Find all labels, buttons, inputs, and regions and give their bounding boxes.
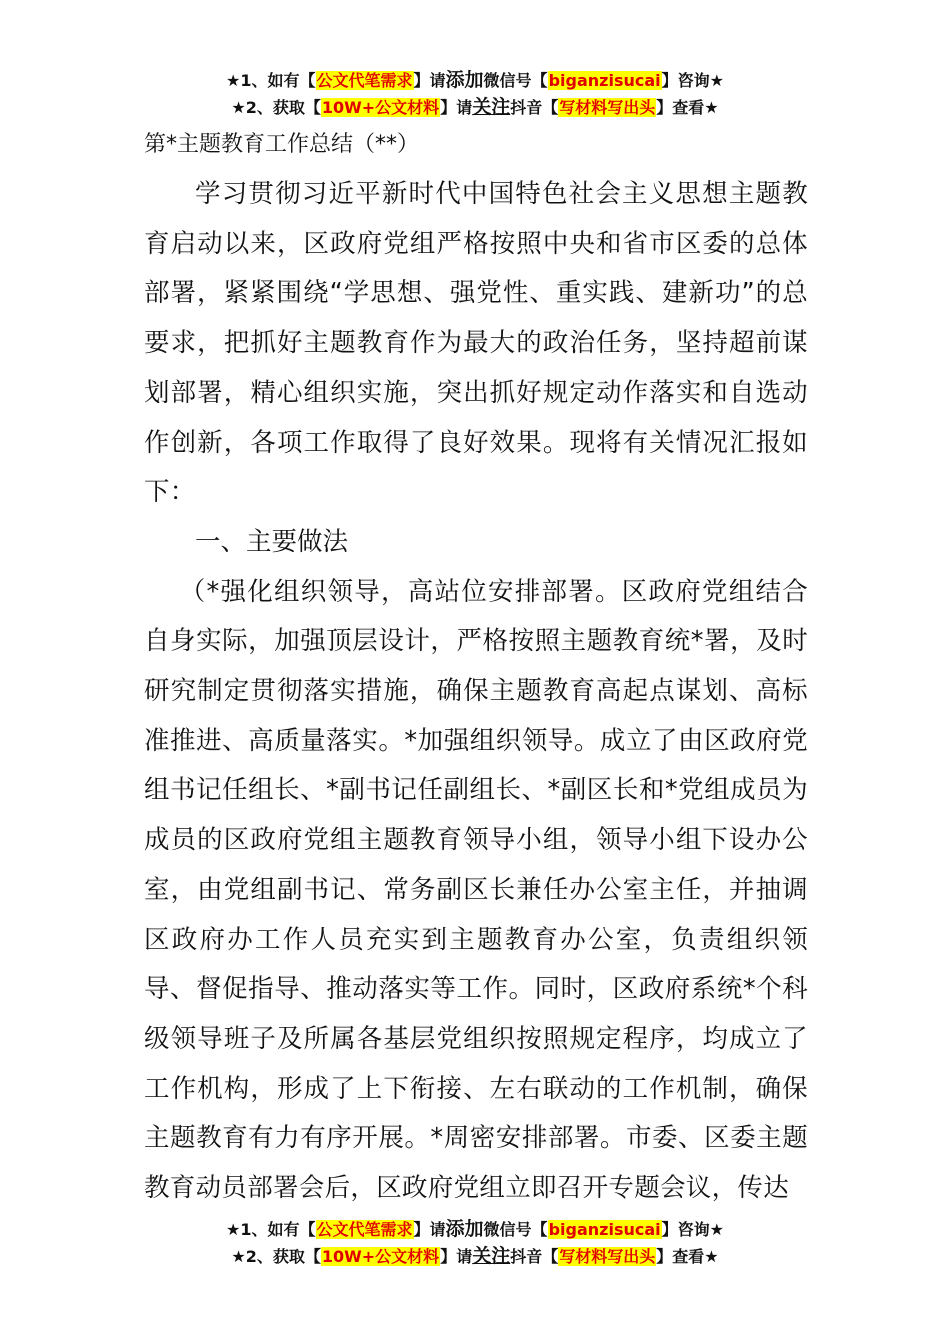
document-title: 第*主题教育工作总结（**） [144, 132, 420, 157]
banner-highlight: biganzisucai [548, 71, 661, 90]
banner-text: 】请 [413, 1220, 446, 1239]
banner-line-2 [0, 1243, 950, 1270]
banner-emphasis: 添加 [445, 69, 484, 91]
banner-highlight: biganzisucai [548, 1220, 661, 1239]
banner-text: 】查看★ [656, 98, 719, 117]
document-body [144, 170, 808, 1214]
banner-line-1 [0, 67, 950, 94]
banner-text: 】请 [440, 98, 473, 117]
banner-text: 】请 [413, 71, 446, 90]
banner-text: ★1、如有【 [226, 1220, 316, 1239]
banner-emphasis: 关注 [472, 1245, 511, 1267]
banner-text: 微信号【 [483, 1220, 548, 1239]
header-banner [0, 67, 950, 121]
banner-text: 抖音【 [510, 98, 559, 117]
banner-emphasis: 添加 [445, 1218, 484, 1240]
banner-text: 】咨询★ [661, 71, 724, 90]
banner-text: 微信号【 [483, 71, 548, 90]
banner-highlight: 10W+公文材料 [321, 1247, 440, 1266]
banner-text: 】请 [440, 1247, 473, 1266]
banner-highlight: 公文代笔需求 [316, 71, 413, 90]
banner-text: ★1、如有【 [226, 71, 316, 90]
banner-line-1 [0, 1216, 950, 1243]
banner-text: ★2、获取【 [231, 1247, 321, 1266]
banner-emphasis: 关注 [472, 96, 511, 118]
footer-banner [0, 1216, 950, 1270]
banner-highlight: 10W+公文材料 [321, 98, 440, 117]
section-paragraph: （*强化组织领导，高站位安排部署。区政府党组结合自身实际，加强顶层设计，严格按照主题教育统*署，及时研究制定贯彻落实措施，确保主题教育高起点谋划、高标准推进、高质量落实。*加强组织领导。成立了由区政府党组书记任组长、*副书记任副组长、*副区长和*党组成员为成员的区政府党组主题教育领导小组，领导小组下设办公室，由党组副书记、常务副区长兼任办公室主任，并抽调区政府办工作人员充实到主题教育办公室，负责组织领导、督促指导、推动落实等工作。同时，区政府系统*个科级领导班子及所属各基层党组织按照规定程序，均成立了工作机构，形成了上下衔接、左右联动的工作机制，确保主题教育有力有序开展。*周密安排部署。市委、区委主题教育动员部署会后，区政府党组立即召开专题会议，传达 [144, 576, 808, 1204]
banner-highlight: 写材料写出头 [559, 98, 656, 117]
intro-paragraph: 学习贯彻习近平新时代中国特色社会主义思想主题教育启动以来，区政府党组严格按照中央和省市区委的总体部署，紧紧围绕“学思想、强党性、重实践、建新功”的总要求，把抓好主题教育作为最大的政治任务，坚持超前谋划部署，精心组织实施，突出抓好规定动作落实和自选动作创新，各项工作取得了良好效果。现将有关情况汇报如下： [144, 179, 808, 508]
banner-line-2 [0, 94, 950, 121]
banner-highlight: 公文代笔需求 [316, 1220, 413, 1239]
banner-text: 抖音【 [510, 1247, 559, 1266]
banner-text: ★2、获取【 [231, 98, 321, 117]
banner-text: 】查看★ [656, 1247, 719, 1266]
banner-highlight: 写材料写出头 [559, 1247, 656, 1266]
banner-text: 】咨询★ [661, 1220, 724, 1239]
section-heading: 一、主要做法 [195, 526, 349, 557]
